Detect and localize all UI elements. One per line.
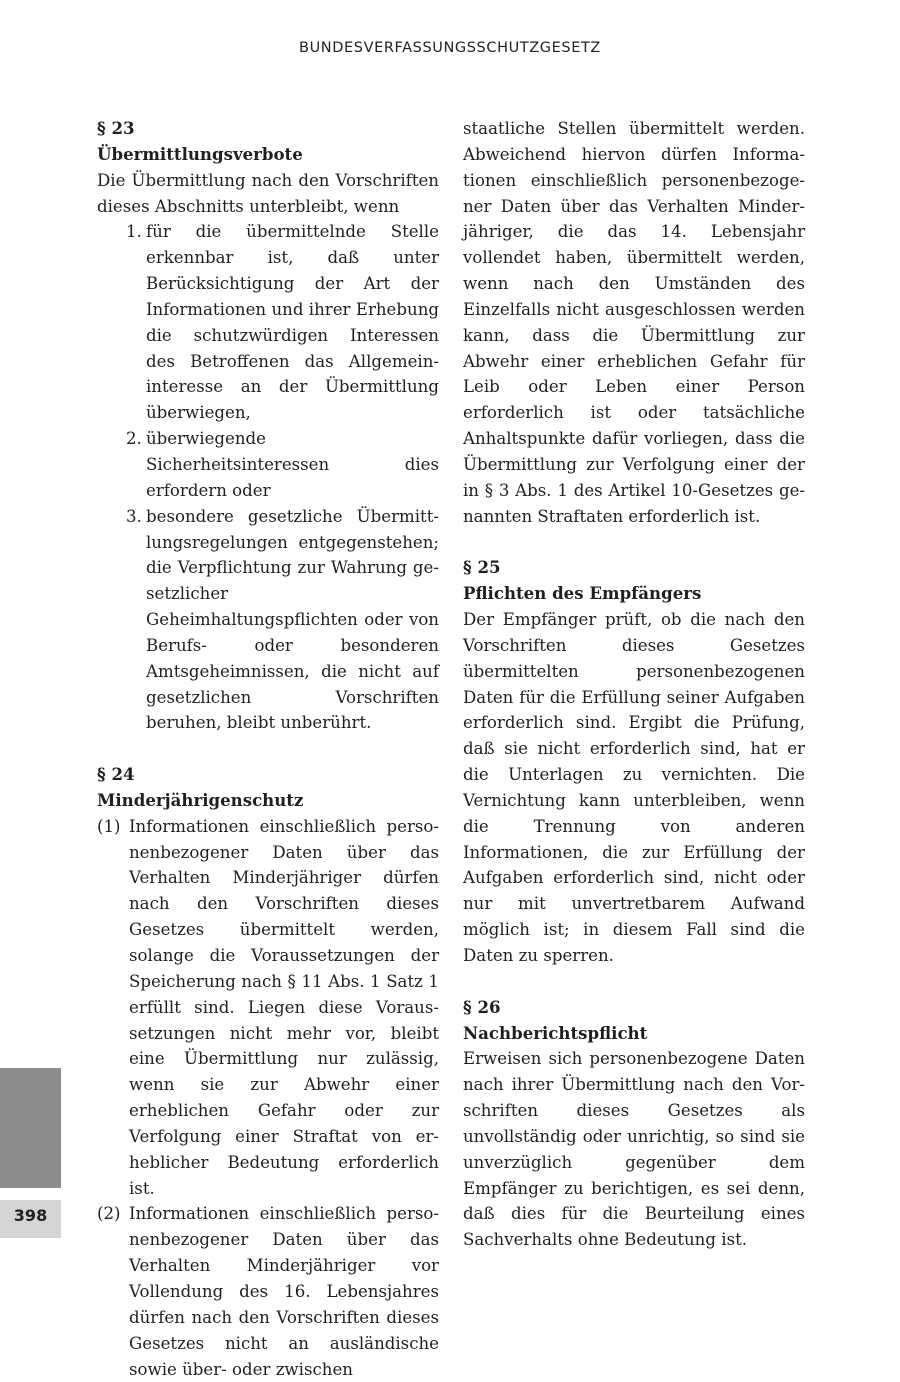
section-23: [97, 116, 439, 736]
list-text: überwiegende Sicherheitsinteressen dies erfordern oder: [146, 429, 439, 500]
section-title: Übermittlungsverbote: [97, 143, 303, 164]
section-intro: Die Übermittlung nach den Vorschriften dieses Abschnitts unterbleibt, wenn: [97, 170, 439, 216]
paragraph-text: Informationen einschließlich personenbezogener Daten über das Verhalten Minderjähriger dürfen nach den Vorschriften dieses Gesetzes übermittelt werden, solange die Voraussetzungen der Speicherung nach § 11 Abs. 1 Satz 1 erfüllt sind. Liegen diese Voraussetzungen nicht mehr vor, bleibt eine Übermittlung nur zulässig, wenn sie zur Abwehr einer erheblichen Gefahr oder zur Verfolgung einer Straftat von erheblicher Bedeutung erforderlich ist.: [129, 816, 439, 1198]
page-number: 398: [13, 1206, 48, 1225]
paragraph-text: Informationen einschließlich personenbezogener Daten über das Verhalten Minderjähriger vor Vollendung des 16. Lebensjahres dürfen nach den Vorschriften dieses Gesetzes nicht an ausländische sowie über- oder zwischen: [129, 1204, 439, 1379]
list-number: 3.: [126, 506, 142, 526]
section-number: § 24: [97, 764, 135, 785]
section-26: [463, 995, 805, 1253]
section-title: Minderjährigenschutz: [97, 789, 304, 810]
paragraph-item: [97, 1201, 439, 1382]
right-column: [463, 116, 805, 1253]
running-header: BUNDESVERFASSUNGSSCHUTZGESETZ: [299, 40, 601, 56]
thumb-index-tab: [0, 1068, 61, 1188]
section-title: Pflichten des Empfängers: [463, 583, 702, 604]
section-number: § 25: [463, 557, 501, 578]
section-body: Der Empfänger prüft, ob die nach den Vorschriften dieses Gesetzes übermittelten personenbezogenen Daten für die Erfüllung seiner Aufgaben erforderlich sind. Ergibt die Prüfung, daß sie nicht erforderlich sind, hat er die Unterlagen zu vernichten. Die Vernichtung kann unterbleiben, wenn die Trennung von anderen Informationen, die zur Erfüllung der Aufgaben erforderlich sind, nicht oder nur mit unvertretbarem Aufwand möglich ist; in diesem Fall sind die Daten zu sperren.: [463, 610, 805, 965]
numbered-list: [97, 219, 439, 736]
section-24-continuation: staatliche Stellen übermittelt werden. Abweichend hiervon dürfen Informationen einschließlich personenbezogener Daten über das Verhalten Minderjähriger, die das 14. Lebensjahr vollendet haben, übermittelt werden, wenn nach den Umständen des Einzelfalls nicht ausgeschlossen werden kann, dass die Übermittlung zur Abwehr einer erheblichen Gefahr für Leib oder Leben einer Person erforderlich ist oder tatsächliche Anhaltspunkte dafür vorliegen, dass die Übermittlung zur Verfolgung einer der in § 3 Abs. 1 des Artikel 10-Gesetzes genannten Straftaten erforderlich ist.: [463, 119, 805, 526]
section-body: Erweisen sich personenbezogene Daten nach ihrer Übermittlung nach den Vorschriften dieses Gesetzes als unvollständig oder unrichtig, so sind sie unverzüglich gegenüber dem Empfänger zu berichtigen, es sei denn, daß dies für die Beurteilung eines Sachverhalts ohne Bedeutung ist.: [463, 1049, 805, 1250]
list-text: für die übermittelnde Stelle erkennbar ist, daß unter Berücksichtigung der Art der Informationen und ihrer Erhebung die schutzwürdigen Interessen des Betroffenen das Allgemeininteresse an der Übermittlung überwiegen,: [146, 222, 439, 423]
paragraph-number: (1): [97, 816, 121, 836]
list-item: [126, 219, 439, 426]
list-number: 2.: [126, 429, 142, 449]
left-column: [97, 116, 439, 1382]
list-number: 1.: [126, 222, 142, 242]
section-title: Nachberichtspflicht: [463, 1022, 648, 1043]
paragraph-number: (2): [97, 1204, 121, 1224]
section-number: § 26: [463, 996, 501, 1017]
section-number: § 23: [97, 118, 135, 138]
list-item: [126, 426, 439, 504]
list-text: besondere gesetzliche Übermittlungsregelungen entgegenstehen; die Verpflichtung zur Wahrung gesetzlicher Geheimhaltungspflichten oder von Berufs- oder besonderen Amtsgeheimnissen, die nicht auf gesetzlichen Vorschriften beruhen, bleibt unberührt.: [146, 506, 439, 733]
section-24: [97, 762, 439, 1382]
list-item: [126, 504, 439, 737]
paragraph-item: [97, 814, 439, 1202]
paragraph-list: [97, 814, 439, 1382]
section-25: [463, 555, 805, 969]
